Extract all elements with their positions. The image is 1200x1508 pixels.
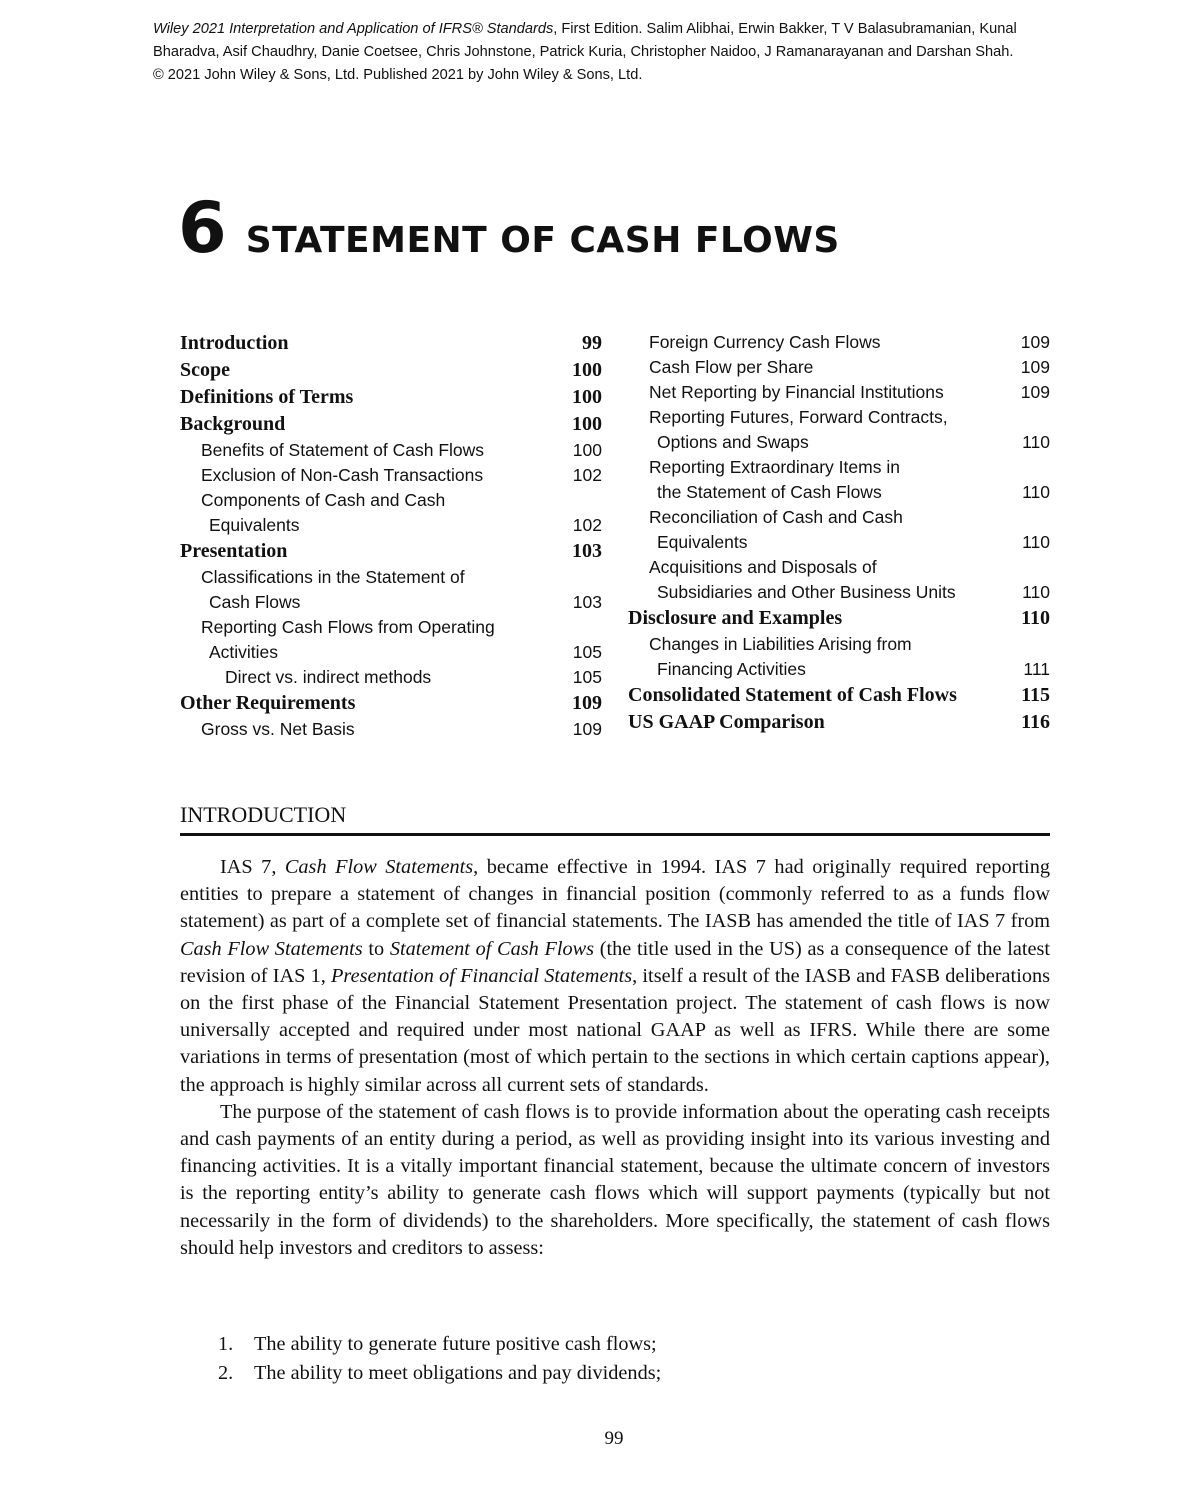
toc-entry: [180, 690, 602, 717]
toc-entry-title: [628, 405, 1050, 455]
toc-entry-page: 99: [582, 332, 602, 354]
paragraph-1: [180, 854, 1050, 1099]
toc-entry-title: [180, 717, 602, 742]
toc-entry-title: [180, 565, 602, 615]
list-item: [218, 1359, 1050, 1388]
toc-entry: [180, 488, 602, 538]
toc-entry: [180, 384, 602, 411]
toc-entry: [628, 605, 1050, 632]
toc-entry-title: [180, 357, 602, 384]
numbered-list: [218, 1330, 1050, 1387]
toc-entry: [628, 632, 1050, 682]
toc-right-column: [628, 330, 1050, 736]
toc-entry-line: Equivalents: [657, 532, 748, 552]
toc-entry-title: [180, 615, 602, 665]
toc-entry-line: Equivalents: [209, 515, 300, 535]
citation-line-1: [153, 18, 1163, 41]
toc-entry: [628, 330, 1050, 355]
toc-entry: [180, 357, 602, 384]
toc-entry: [628, 682, 1050, 709]
toc-entry-page: 105: [572, 667, 602, 687]
chapter-title: STATEMENT OF CASH FLOWS: [245, 220, 840, 261]
toc-entry-line: Introduction: [180, 332, 289, 354]
toc-entry-page: 110: [1022, 482, 1050, 502]
chapter-heading: [178, 188, 840, 268]
toc-entry: [628, 355, 1050, 380]
toc-entry-page: 110: [1021, 607, 1050, 629]
toc-entry-line: Benefits of Statement of Cash Flows: [201, 440, 485, 460]
toc-entry: [180, 463, 602, 488]
toc-entry-title: [180, 384, 602, 411]
toc-entry-title: [628, 709, 1050, 736]
toc-entry-title: [628, 555, 1050, 605]
toc-entry: [180, 665, 602, 690]
toc-entry-line: Financing Activities: [657, 659, 806, 679]
toc-entry: [628, 405, 1050, 455]
p1-italic-2: Cash Flow Statements: [180, 937, 363, 960]
toc-entry: [180, 411, 602, 438]
toc-entry-page: 116: [1021, 711, 1050, 733]
toc-entry-line: Gross vs. Net Basis: [201, 719, 355, 739]
citation-book-title: Wiley 2021 Interpretation and Application of IFRS® Standards: [153, 21, 554, 37]
toc-entry-line: Reporting Extraordinary Items in: [649, 457, 900, 477]
toc-entry-page: 102: [572, 515, 602, 535]
toc-entry-line: Direct vs. indirect methods: [225, 667, 432, 687]
toc-left-column: [180, 330, 602, 742]
toc-entry-line: Consolidated Statement of Cash Flows: [628, 684, 957, 706]
toc-entry-page: 100: [572, 359, 602, 381]
toc-entry-page: 109: [1020, 382, 1050, 402]
toc-entry-page: 109: [572, 692, 602, 714]
toc-entry-line: Reconciliation of Cash and Cash: [649, 507, 903, 527]
toc-entry-title: [180, 438, 602, 463]
toc-entry-line: Net Reporting by Financial Institutions: [649, 382, 944, 402]
toc-entry-title: [180, 690, 602, 717]
toc-entry-title: [628, 355, 1050, 380]
toc-entry-line: Reporting Cash Flows from Operating: [201, 617, 495, 637]
p1-italic-4: Presentation of Financial Statements: [331, 964, 633, 987]
toc-entry: [628, 455, 1050, 505]
toc-entry-page: 109: [1020, 357, 1050, 377]
toc-entry: [628, 380, 1050, 405]
toc-entry-page: 109: [1020, 332, 1050, 352]
p1-text-1: IAS 7,: [220, 856, 285, 878]
toc-entry-title: [628, 682, 1050, 709]
p1-text-5: , itself a result of the IASB and FASB deliberations on the first phase of the Financial Statement Presentation project. The statement of cash flows is now universally accepted and required under most national GAAP as well as IFRS. While there are some variations in terms of presentation (most of which pertain to the sections in which certain captions appear), the approach is highly similar across all current sets of standards.: [180, 964, 1050, 1096]
toc-entry-page: 111: [1023, 659, 1050, 679]
list-item-text: The ability to generate future positive cash flows;: [254, 1333, 657, 1355]
toc-entry-page: 100: [572, 386, 602, 408]
toc-entry-line: Disclosure and Examples: [628, 607, 843, 629]
toc-entry-page: 102: [572, 465, 602, 485]
toc-entry: [628, 555, 1050, 605]
chapter-number: 6: [178, 187, 226, 269]
body-text: [180, 854, 1050, 1262]
list-item-marker: 1.: [218, 1333, 234, 1355]
toc-entry-page: 110: [1022, 582, 1050, 602]
toc-entry-title: [180, 488, 602, 538]
toc-entry-title: [180, 538, 602, 565]
p1-italic-3: Statement of Cash Flows: [389, 937, 595, 960]
toc-entry-line: US GAAP Comparison: [628, 711, 825, 733]
toc-entry: [180, 717, 602, 742]
toc-entry: [180, 330, 602, 357]
toc-entry: [628, 505, 1050, 555]
toc-entry: [180, 438, 602, 463]
citation-header: [153, 18, 1163, 87]
toc-entry-page: 103: [572, 540, 602, 562]
toc-entry-line: Exclusion of Non-Cash Transactions: [201, 465, 484, 485]
citation-line-3: © 2021 John Wiley & Sons, Ltd. Published 2021 by John Wiley & Sons, Ltd.: [153, 67, 643, 83]
toc-entry-title: [628, 455, 1050, 505]
citation-line-2: Bharadva, Asif Chaudhry, Danie Coetsee, Chris Johnstone, Patrick Kuria, Christopher Naidoo, J Ramanarayanan and Darshan Shah.: [153, 44, 1014, 60]
citation-authors-start: , First Edition. Salim Alibhai, Erwin Bakker, T V Balasubramanian, Kunal: [553, 21, 1017, 37]
toc-entry-page: 105: [572, 642, 602, 662]
p1-italic-1: Cash Flow Statements: [284, 856, 474, 878]
list-item: [218, 1330, 1050, 1359]
toc-entry-page: 115: [1021, 684, 1050, 706]
toc-entry-line: Activities: [209, 642, 279, 662]
toc-entry-title: [180, 411, 602, 438]
section-heading: INTRODUCTION: [180, 800, 1050, 836]
toc-entry-line: Cash Flow per Share: [649, 357, 814, 377]
toc-entry-line: Background: [180, 413, 286, 435]
toc-entry-title: [180, 330, 602, 357]
toc-entry-line: Changes in Liabilities Arising from: [649, 634, 912, 654]
toc-entry-title: [628, 505, 1050, 555]
toc-entry-page: 100: [572, 440, 602, 460]
p1-text-4: (the title used in the US) as a consequence of the latest revision of IAS 1,: [180, 937, 1051, 987]
p1-text-3: to: [362, 937, 390, 960]
toc-entry-line: Presentation: [180, 540, 288, 562]
toc-entry-line: the Statement of Cash Flows: [657, 482, 882, 502]
toc-entry-line: Reporting Futures, Forward Contracts,: [649, 407, 948, 427]
toc-entry-title: [180, 665, 602, 690]
toc-entry: [180, 565, 602, 615]
toc-entry-line: Subsidiaries and Other Business Units: [657, 582, 956, 602]
toc-entry: [180, 538, 602, 565]
p1-text-2: , became effective in 1994. IAS 7 had originally required reporting entities to prepare a statement of changes in financial position (commonly referred to as a funds flow statement) as part of a complete set of financial statements. The IASB has amended the title of IAS 7 from: [180, 856, 1050, 933]
list-item-marker: 2.: [218, 1361, 234, 1384]
toc-entry-page: 110: [1022, 432, 1050, 452]
toc-entry-page: 109: [572, 719, 602, 739]
toc-entry-title: [628, 605, 1050, 632]
toc-entry-title: [180, 463, 602, 488]
toc-entry: [180, 615, 602, 665]
toc-entry-line: Acquisitions and Disposals of: [649, 557, 877, 577]
toc-entry-title: [628, 632, 1050, 682]
toc-entry-line: Other Requirements: [180, 692, 356, 714]
toc-entry: [628, 709, 1050, 736]
paragraph-2: The purpose of the statement of cash flows is to provide information about the operating cash receipts and cash payments of an entity during a period, as well as providing insight into its various investing and financing activities. It is a vitally important financial statement, because the ultimate concern of investors is the reporting entity’s ability to generate cash flows which will support payments (typically but not necessarily in the form of dividends) to the shareholders. More specifically, the statement of cash flows should help investors and creditors to assess:: [180, 1100, 1050, 1259]
toc-entry-line: Options and Swaps: [657, 432, 809, 452]
list-item-text: The ability to meet obligations and pay dividends;: [254, 1361, 662, 1384]
toc-entry-title: [628, 380, 1050, 405]
toc-entry-page: 103: [572, 592, 602, 612]
toc-entry-line: Components of Cash and Cash: [201, 490, 446, 510]
toc-entry-line: Scope: [180, 359, 230, 381]
toc-entry-page: 100: [572, 413, 602, 435]
toc-entry-line: Cash Flows: [209, 592, 301, 612]
toc-entry-title: [628, 330, 1050, 355]
toc-entry-line: Classifications in the Statement of: [201, 567, 465, 587]
toc-entry-line: Foreign Currency Cash Flows: [649, 332, 881, 352]
toc-entry-line: Definitions of Terms: [180, 386, 354, 408]
page-number: 99: [604, 1428, 624, 1449]
toc-entry-page: 110: [1022, 532, 1050, 552]
